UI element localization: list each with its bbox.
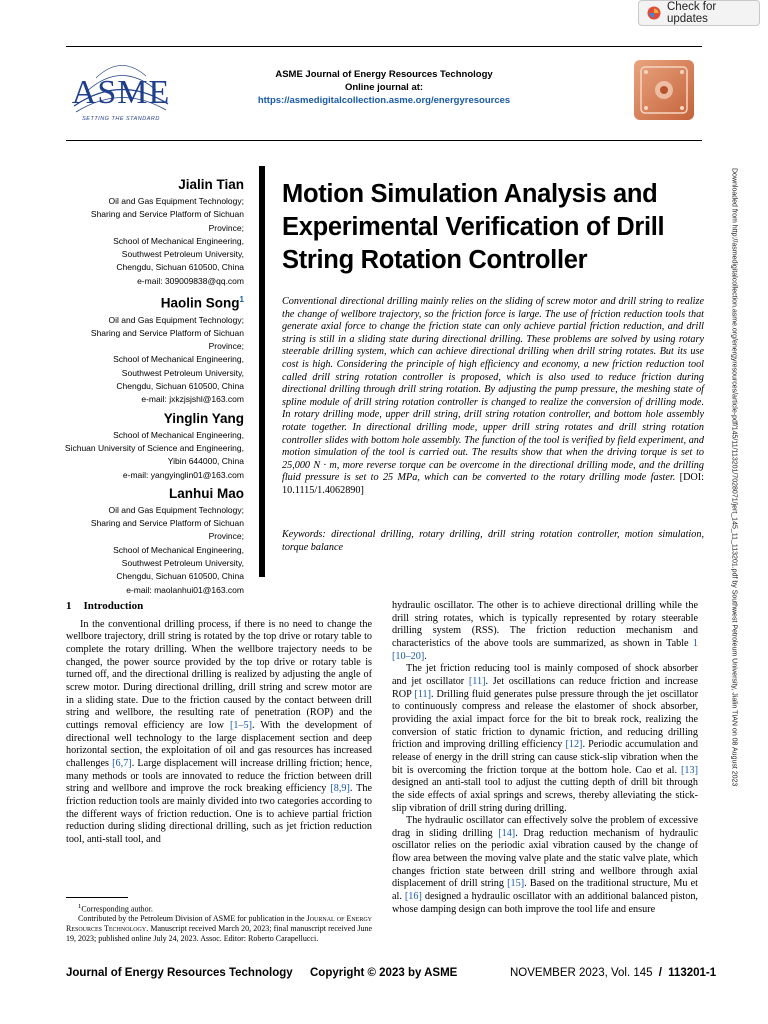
affiliation-line: Southwest Petroleum University, <box>121 367 244 378</box>
author-name: Haolin Song <box>160 295 240 311</box>
footnote-text: . Manuscript received March 20, 2023; final manuscript received June 19, 2023; published online July 24, 2023. Assoc. Editor: Roberto Carapellucci. <box>66 924 372 944</box>
text-run: . Based on the traditional structure, Mu et al. <box>392 878 699 903</box>
text-run: . <box>424 650 427 662</box>
text-run: designed a hydraulic oscillator with an additional balanced piston, whose damping design can both improve the tool life and ensure <box>392 891 698 915</box>
footnote-contributed <box>66 914 372 943</box>
text-run: In the conventional drilling process, if there is no need to change the wellbore trajectory, drill string is rotated by the top drive or rotary table to complete the rotary drilling. When the wellbore trajectory needs to be changed, the power source provided by the top drive or rotary table is turned off, and the directional drilling is realized by adjusting the angle of screw motor. During directional drilling, drill string and screw motor are in a sliding state. Due to the friction caused by the contact between drill string and wellbore, the resulting rate of penetration (ROP) and the cuttings removal efficiency are low <box>66 618 372 731</box>
journal-online-label: Online journal at: <box>344 82 424 93</box>
body-column-right <box>392 600 698 916</box>
affiliation-line: School of Mechanical Engineering, <box>113 354 244 365</box>
footer-issue <box>510 967 716 979</box>
affiliation-line: Oil and Gas Equipment Technology; <box>108 504 244 515</box>
affiliation-line: Chengdu, Sichuan 610500, China <box>116 262 244 273</box>
journal-cover-icon <box>632 58 696 122</box>
author-block <box>60 176 244 288</box>
paper-title: Motion Simulation Analysis and Experimental Verification of Drill String Rotation Controller <box>282 180 665 274</box>
affiliation-line: Chengdu, Sichuan 610500, China <box>116 381 244 392</box>
affiliation-line: Sharing and Service Platform of Sichuan Province; <box>90 518 244 542</box>
author-block <box>60 410 244 482</box>
text-run: designed an anti-stall tool to adjust the cutting depth of drill bit through the side effects of axial springs and screws, thereby alleviating the stick-slip vibration of drill string during drilling. <box>392 777 698 814</box>
abstract-text: Conventional directional drilling mainly relies on the sliding of screw motor and drill string to realize the change of wellbore trajectory, so the friction force is large. The use of friction reduction tools that generate axial force to change the friction state can only achieve partial friction reduction, and drill string is still in a sliding state during directional drilling. These problems are solved by using rotary steerable drilling system, which can achieve directional drilling when drill string rotates. But its use cost is high. Considering the principle of high efficiency and economy, a new friction reduction tool called drill string rotation controller is proposed, which is also used to reduce friction during directional drilling through drill string rotation. By adjusting the pump pressure, the meshing state of spline module of drill string rotation controller is changed to realize the conversion of drilling mode. In rotary drilling mode, upper drill string, drill string rotation controller, and bottom hole assembly rotate together. In directional drilling mode, upper drill string rotates and drill string rotation controller slides with bottom hole assembly. The function of the tool is verified by field experiment, and motion simulation of the tool is carried out. The results show that when the driving torque is set to 25,000 N · m, more reverse torque can be overcome in the directional drilling mode, and the drilling fluid pressure is set to 25 MPa, which can be converted to the rotary drilling mode faster. <box>282 296 704 484</box>
affiliation-line: Oil and Gas Equipment Technology; <box>108 196 244 206</box>
header-top-rule <box>66 46 702 47</box>
author-name: Yinglin Yang <box>163 410 244 426</box>
asme-logo-tagline: SETTING THE STANDARD <box>82 116 160 122</box>
citation-link[interactable]: [16] <box>404 891 422 903</box>
citation-link[interactable]: [13] <box>681 764 698 776</box>
table-link[interactable]: 1 <box>692 637 698 649</box>
citation-link[interactable]: [8,9] <box>330 783 350 795</box>
author-email[interactable]: e-mail: yangyinglin01@163.com <box>122 469 244 480</box>
paragraph <box>392 815 698 916</box>
update-badge-icon <box>647 6 661 20</box>
citation-link[interactable]: [14] <box>498 827 516 839</box>
affiliation-line: Sharing and Service Platform of Sichuan Province; <box>90 209 244 233</box>
author-email[interactable]: e-mail: jxkzjsjshl@163.com <box>141 394 244 405</box>
author-name: Lanhui Mao <box>169 485 244 501</box>
citation-link[interactable]: [1–5] <box>229 719 253 731</box>
journal-cover-image <box>632 58 696 122</box>
footer-page: 113201-1 <box>668 967 717 979</box>
citation-link[interactable]: [11] <box>414 688 432 700</box>
text-run: The jet friction reducing tool is mainly composed of shock absorber and jet oscillator <box>392 663 698 687</box>
footnote-text: Corresponding author. <box>81 904 153 914</box>
paragraph <box>66 619 372 847</box>
text-run: . The friction reduction tools are mainly divided into two categories according to the different ways of friction reduction. One is to achieve partial friction reduction during sliding directional drilling, such as jet friction reduction tool, anti-stall tool, and <box>66 783 372 845</box>
check-for-updates-label: Check for updates <box>667 1 717 25</box>
affiliation-line: Oil and Gas Equipment Technology; <box>108 314 244 325</box>
section-title: Introduction <box>83 600 144 612</box>
citation-link[interactable]: [10–20] <box>392 650 425 662</box>
doi[interactable]: [DOI: 10.1115/1.4062890] <box>282 472 705 496</box>
text-run: . Periodic accumulation and release of energy in the drill string can cause stick-slip vibration when the bit is overcoming the friction torque at the bottom hole. Cao et al. <box>392 739 698 776</box>
affiliation-line: School of Mechanical Engineering, <box>113 544 244 555</box>
author-email[interactable]: e-mail: 309009838@qq.com <box>137 275 244 286</box>
download-watermark <box>724 168 744 948</box>
author-block <box>60 291 244 407</box>
footnote-text: Contributed by the Petroleum Division of ASME for publication in the <box>78 914 307 924</box>
section-heading <box>66 600 372 613</box>
corresponding-author-mark[interactable]: 1 <box>239 295 244 305</box>
keywords: Keywords: directional drilling, rotary drilling, drill string rotation controller, motion simulation, torque balance <box>282 529 704 553</box>
check-for-updates-button[interactable] <box>638 0 760 26</box>
text-run: . Jet oscillations can reduce friction and increase ROP <box>392 675 698 700</box>
footnotes <box>66 902 372 944</box>
text-run: . With the development of directional well technology to the large displacement section and deep horizontal section, the exploitation of oil and gas resources has increased challenges <box>66 719 372 769</box>
header-bottom-rule <box>66 140 702 141</box>
title-divider-bar <box>259 166 265 577</box>
affiliation-line: Southwest Petroleum University, <box>121 558 244 569</box>
affiliation-line: Southwest Petroleum University, <box>121 249 244 260</box>
text-run: . Large displacement will increase drilling friction; hence, many methods or tools are innovated to reduce the friction between drill string and wellbore and improve the rock breaking efficiency <box>66 757 372 795</box>
footnote-mark: 1 <box>78 903 82 910</box>
citation-link[interactable]: [12] <box>565 739 583 751</box>
footnote-rule <box>66 897 128 898</box>
asme-logo <box>66 56 176 128</box>
section-number: 1 <box>66 600 72 612</box>
footnote-journal-name: Journal of Energy Resources Technology <box>66 914 372 934</box>
body-column-left <box>66 600 372 846</box>
footnote-corresponding <box>66 902 372 914</box>
paragraph <box>392 663 698 815</box>
text-run: hydraulic oscillator. The other is to achieve directional drilling while the drill string rotates, which is typically represented by rotary steerable drilling system (RSS). The friction reduction mechanism and characteristics of the above tools are summarized, as shown in Table <box>392 600 698 649</box>
text-run: The hydraulic oscillator can effectively solve the problem of excessive drag in sliding drilling <box>392 815 698 839</box>
affiliation-line: Chengdu, Sichuan 610500, China <box>116 571 244 582</box>
citation-link[interactable]: [6,7] <box>112 757 132 769</box>
affiliation-line: School of Mechanical Engineering, <box>113 235 244 246</box>
footer-copyright: Copyright © 2023 by ASME <box>310 967 458 979</box>
abstract <box>282 296 704 498</box>
journal-name: ASME Journal of Energy Resources Technology <box>275 69 493 80</box>
paragraph <box>392 600 698 663</box>
footer-issue-text: NOVEMBER 2023, Vol. 145 <box>510 967 653 979</box>
journal-header <box>250 68 518 107</box>
text-run: . Drag reduction mechanism of hydraulic oscillator relies on the periodic axial vibration caused by the change of flow area between the moving valve plate and the static valve plate, which changes friction state between drill string and wellbore through axial displacement of drill string <box>392 827 698 890</box>
affiliation-line: Sichuan University of Science and Engineering, <box>64 442 244 453</box>
affiliation-line: School of Mechanical Engineering, <box>113 429 244 440</box>
author-block <box>60 485 244 597</box>
text-run: . Drilling fluid generates pulse pressure through the jet oscillator to continuously compress and release the elastomer of shock absorber, providing the axial impact force for the bit to break rock, realizing the conversion of static friction to dynamic friction, and reducing drilling friction and improving drilling efficiency <box>392 688 698 751</box>
affiliation-line: Yibin 644000, China <box>167 456 244 467</box>
footer-journal: Journal of Energy Resources Technology <box>66 967 293 979</box>
download-watermark-text: Downloaded from http://asmedigitalcollection.asme.org/energyresources/article-pdf/145/11/113201/7028071/jert_145_11_113201.pdf by Southwest Petroleum University, Jialin TIAN on 08 August 2023 <box>730 168 738 787</box>
citation-link[interactable]: [15] <box>507 878 525 890</box>
author-email[interactable]: e-mail: maolanhui01@163.com <box>126 584 244 595</box>
asme-logo-text: ASME <box>71 74 171 111</box>
author-list <box>60 176 244 600</box>
citation-link[interactable]: [11] <box>468 675 486 687</box>
footer-slash: / <box>658 967 662 979</box>
journal-url-link[interactable]: https://asmedigitalcollection.asme.org/energyresources <box>257 95 511 106</box>
author-name: Jialin Tian <box>178 177 244 192</box>
affiliation-line: Sharing and Service Platform of Sichuan Province; <box>90 327 244 352</box>
